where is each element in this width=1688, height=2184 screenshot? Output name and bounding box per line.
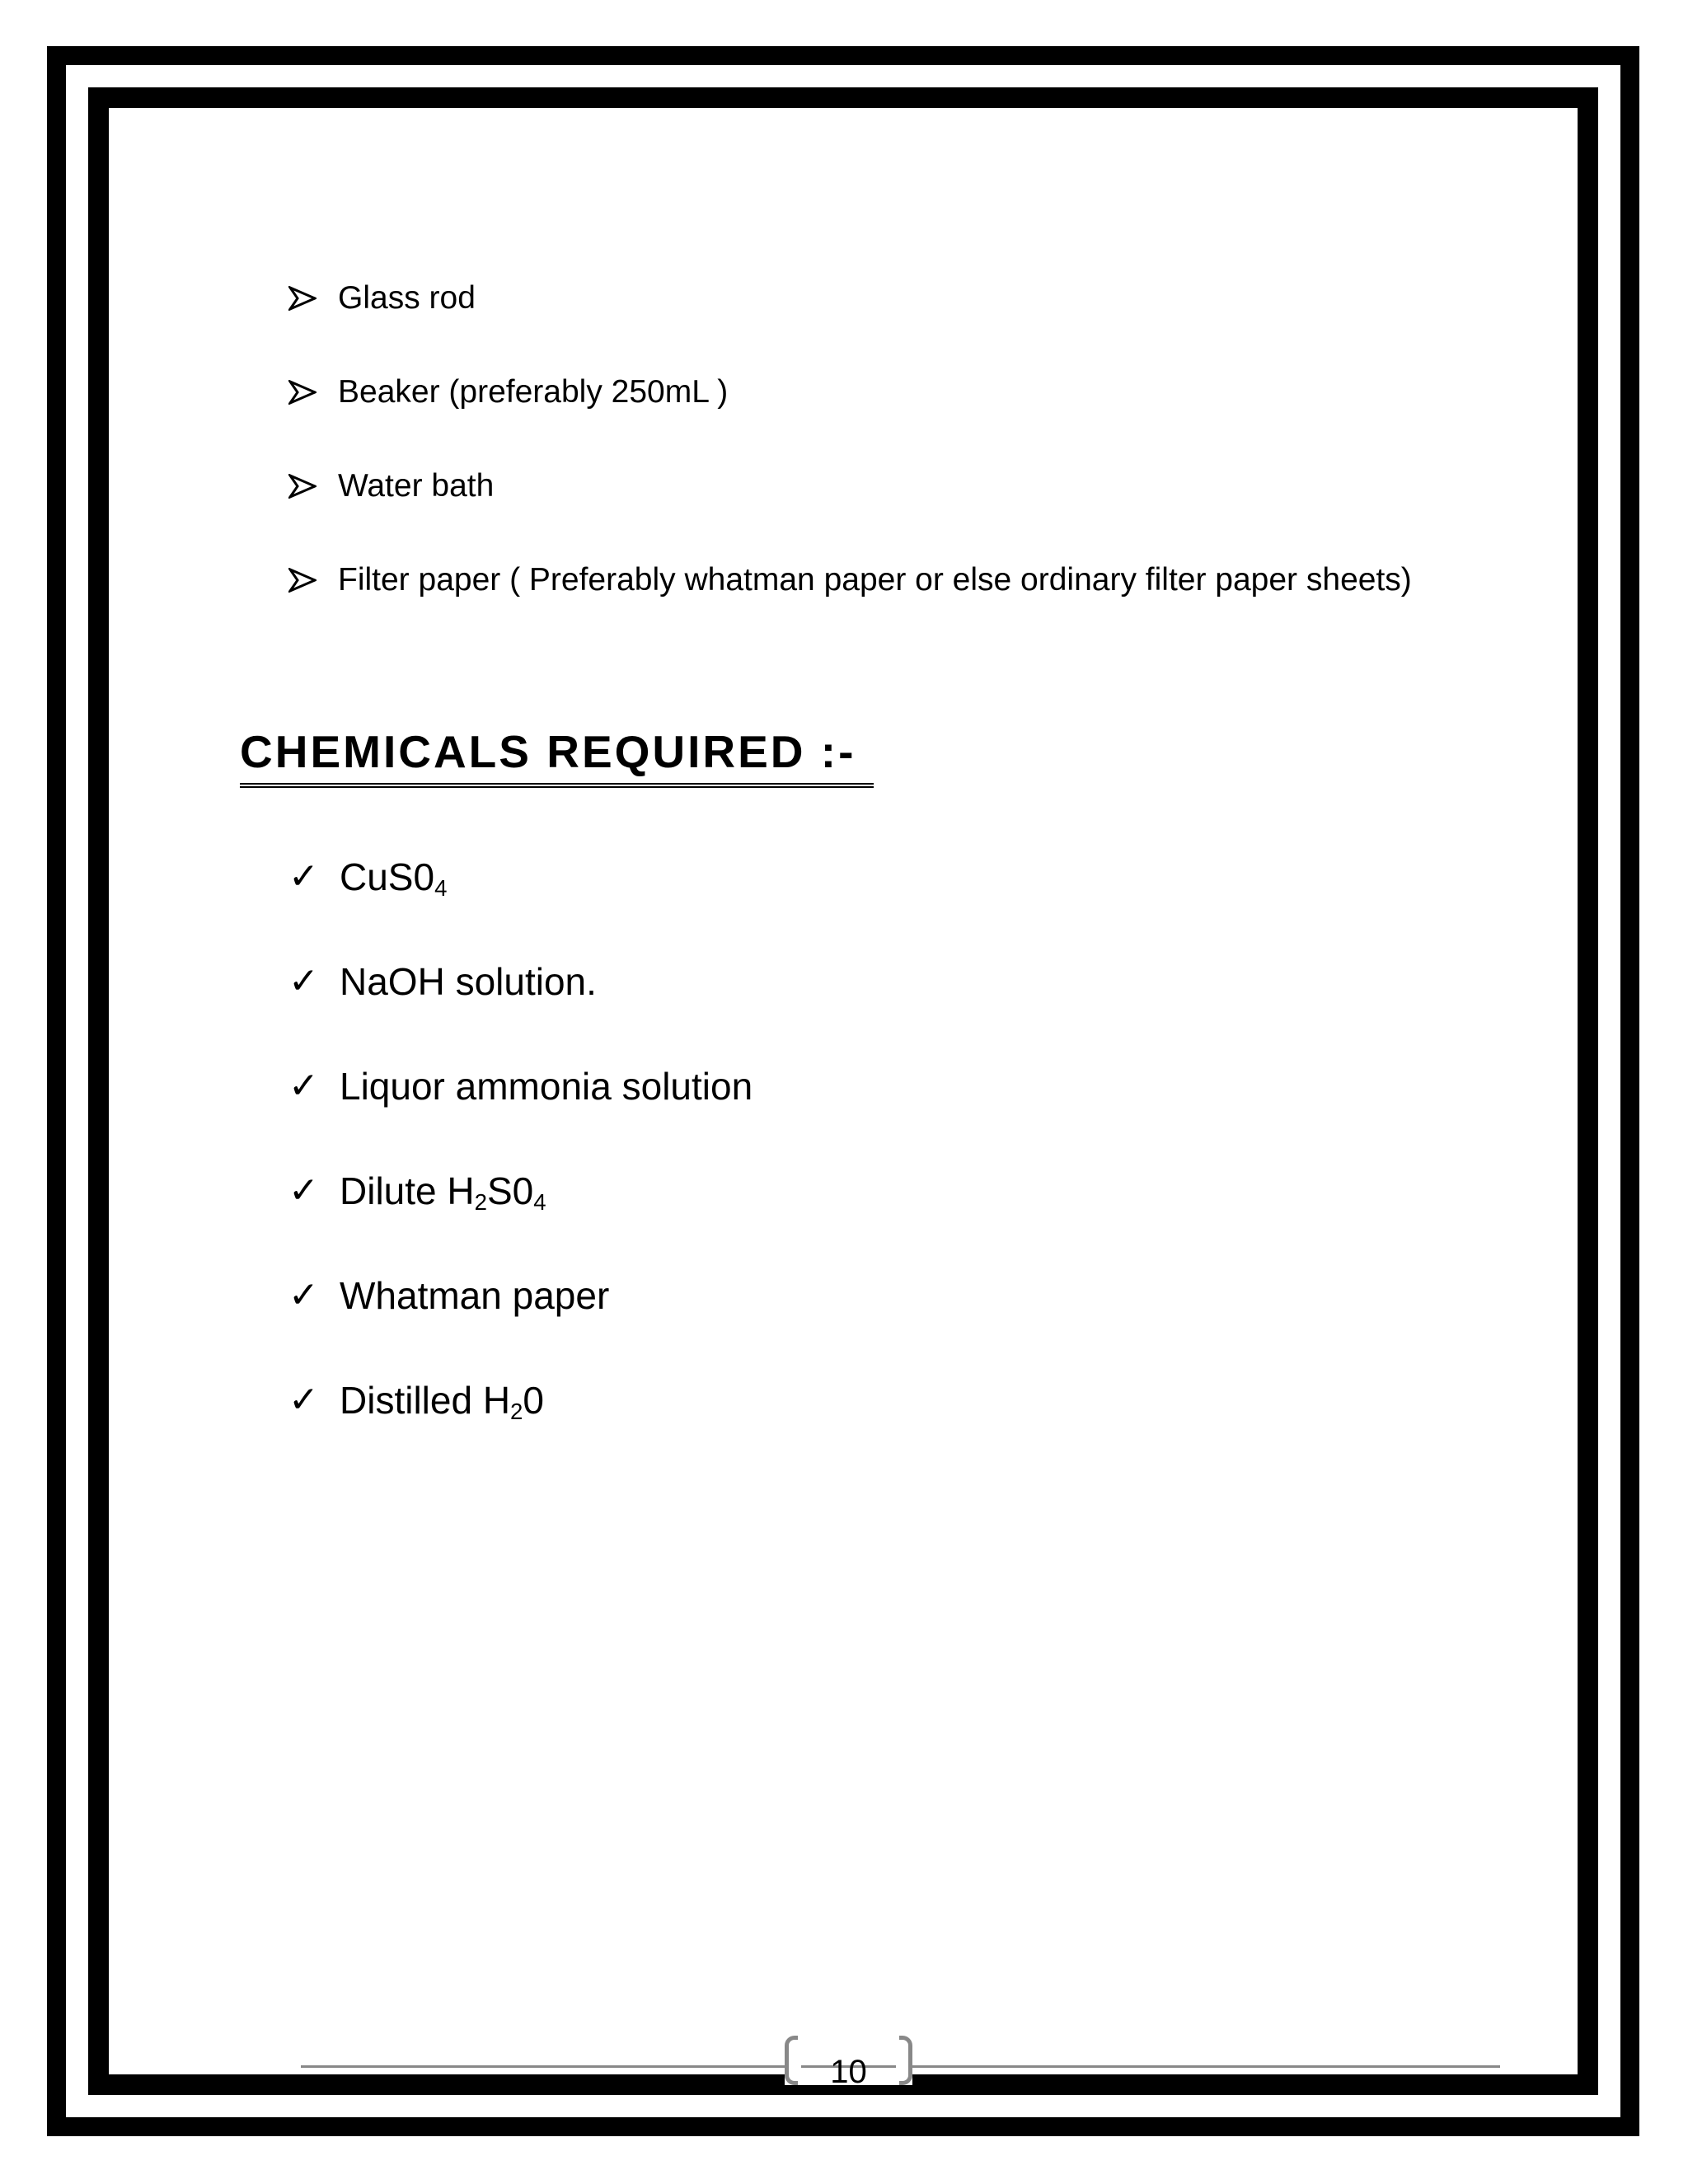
right-bracket-icon: [899, 2036, 912, 2085]
page-number-box: [785, 2036, 912, 2085]
list-item: [288, 345, 1412, 439]
arrow-bullet-icon: [288, 286, 316, 311]
checkmark-icon: ✓: [288, 855, 319, 898]
equipment-text: Glass rod: [338, 280, 476, 316]
list-item: [288, 824, 753, 929]
checkmark-icon: ✓: [288, 1169, 319, 1212]
equipment-text: Filter paper ( Preferably whatman paper or else ordinary filter paper sheets): [338, 562, 1412, 598]
checkmark-icon: ✓: [288, 1379, 319, 1421]
list-item: [288, 929, 753, 1033]
list-item: [288, 1243, 753, 1347]
chemical-text: $CuS0_4$: [340, 855, 448, 901]
equipment-text: Water bath: [338, 468, 495, 504]
list-item: [288, 1347, 753, 1452]
list-item: [288, 1033, 753, 1138]
chemical-text: Liquor ammonia solution: [340, 1064, 753, 1108]
chemical-text: NaOH solution.: [340, 959, 597, 1003]
checkmark-icon: ✓: [288, 960, 319, 1002]
equipment-list: [288, 251, 1412, 627]
chemical-text: Whatman paper: [340, 1273, 610, 1317]
list-item: [288, 439, 1412, 533]
equipment-text: Beaker (preferably 250mL ): [338, 374, 729, 410]
chemicals-list: [288, 824, 753, 1452]
chemical-text: Distilled $H_20$: [340, 1378, 544, 1424]
arrow-bullet-icon: [288, 474, 316, 499]
list-item: [288, 251, 1412, 345]
section-heading: CHEMICALS REQUIRED :-: [240, 725, 874, 788]
page-number: 10: [830, 2054, 867, 2085]
list-item: [288, 1138, 753, 1243]
arrow-bullet-icon: [288, 568, 316, 593]
arrow-bullet-icon: [288, 380, 316, 405]
list-item: [288, 533, 1412, 627]
checkmark-icon: ✓: [288, 1065, 319, 1107]
checkmark-icon: ✓: [288, 1274, 319, 1316]
chemical-text: Dilute $H_2S0_4$: [340, 1169, 546, 1215]
